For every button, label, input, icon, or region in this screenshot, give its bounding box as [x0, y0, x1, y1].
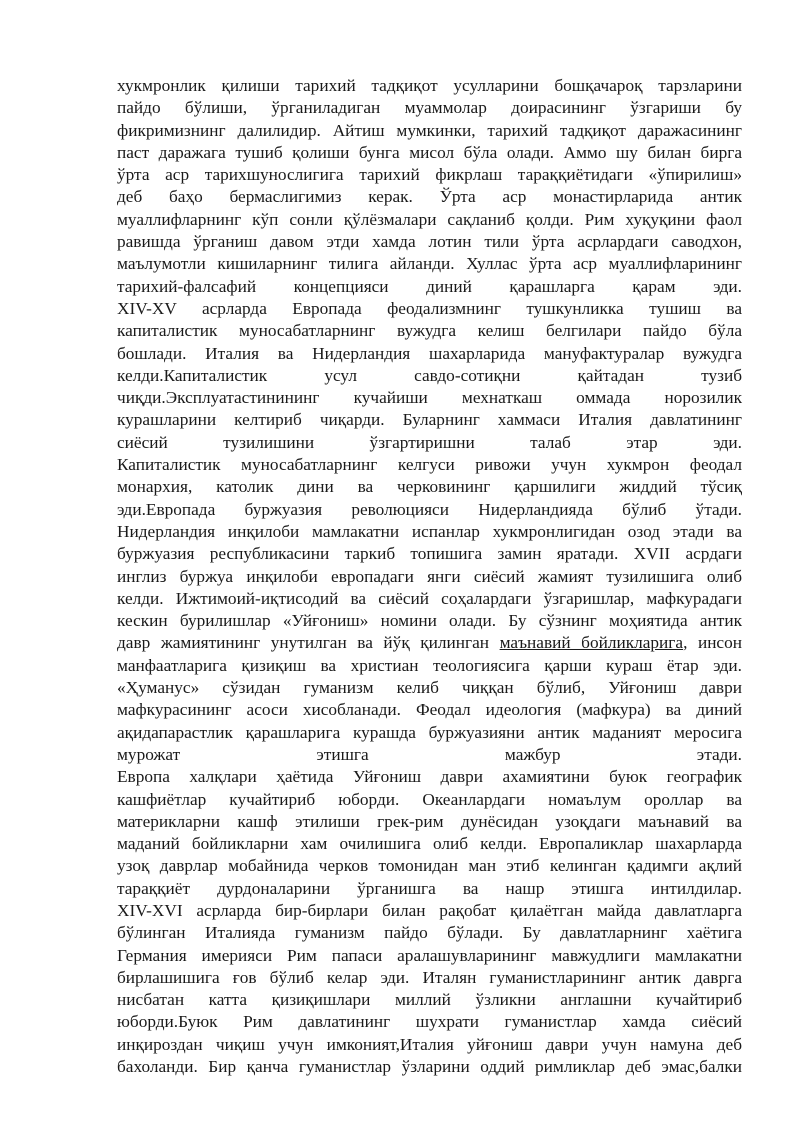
text-line: Европа халқлари ҳаётида Уйғониш даври ахамиятини буюк географик [117, 767, 742, 787]
text-line [117, 1078, 742, 1100]
text-line: бахоланди. Бир қанча гуманистлар ўзларини оддий римликлар деб эмас,балки [117, 1057, 742, 1077]
text-line: ўрта аср тарихшунослигига тарихий фикрлаш тараққиётидаги «ўпирилиш» [117, 165, 742, 185]
text-line: кескин бурилишлар «Уйғониш» номини олади. Бу сўзнинг моҳиятида антик [117, 611, 742, 631]
text-line: равишда ўрганиш давом этди хамда лотин тили ўрта асрлардаги саводхон, [117, 232, 742, 252]
text-line: чиқди.Эксплуатастинининг кучайиши мехнаткаш оммада норозилик [117, 388, 742, 408]
text-line: муаллифларнинг кўп сонли қўлёзмалари сақланиб қолди. Рим хуқуқини фаол [117, 209, 742, 229]
text-line: бирлашишига ғов бўлиб келар эди. Италян гуманистларининг антик даврга [117, 967, 742, 987]
text-segment: , инсон [683, 633, 742, 653]
text-line: эди.Европада буржуазия революцияси Нидерландияда бўлиб ўтади. [117, 499, 742, 519]
text-line: инглиз буржуа инқилоби европадаги янги сиёсий жамият тузилишига олиб [117, 566, 742, 586]
text-line-with-link [117, 632, 742, 654]
text-line: келди.Капиталистик усул савдо-сотиқни қайтадан тузиб [117, 365, 742, 385]
document-body [117, 75, 742, 1101]
text-line: фикримизнинг далилидир. Айтиш мумкинки, тарихий тадқиқот даражасининг [117, 120, 742, 140]
text-line: мурожат этишга мажбур этади. [117, 744, 742, 764]
text-line: тараққиёт дурдоналарини ўрганишга ва нашр этишга интилдилар. [117, 878, 742, 898]
text-line: «Ҳуманус» сўзидан гуманизм келиб чиққан бўлиб, Уйғониш даври [117, 678, 742, 698]
text-line: маълумотли кишиларнинг тилига айланди. Хуллас ўрта аср муаллифларининг [117, 254, 742, 274]
text-line: маданий бойликларни хам очилишига олиб келди. Европаликлар шахарларда [117, 834, 742, 854]
text-line: Германия имерияси Рим папаси аралашувларининг мавжудлиги мамлакатни [117, 945, 742, 965]
text-line: курашларини келтириб чиқарди. Буларнинг хаммаси Италия давлатининг [117, 410, 742, 430]
text-line: Нидерландия инқилоби мамлакатни испанлар хукмронлигидан озод этади ва [117, 521, 742, 541]
text-line: материкларни кашф этилиши грек-рим дунёсидан узоқдаги маънавий ва [117, 811, 742, 831]
text-line: Капиталистик муносабатларнинг келгуси ривожи учун хукмрон феодал [117, 455, 742, 475]
text-line: капиталистик муносабатларнинг вужудга келиш белгилари пайдо бўла [117, 321, 742, 341]
text-line: юборди.Буюк Рим давлатининг шухрати гуманистлар хамда сиёсий [117, 1012, 742, 1032]
text-line: узоқ даврлар мобайнида черков томонидан ман этиб келинган қадимги ақлий [117, 856, 742, 876]
text-segment: давр жамиятининг унутилган ва йўқ қилинган [117, 633, 500, 653]
text-line: манфаатларига қизиқиш ва христиан теологиясига қарши кураш ётар эди. [117, 655, 742, 675]
text-line: инқироздан чиқиш учун имконият,Италия уйғониш даври учун намуна деб [117, 1034, 742, 1054]
underlined-link[interactable]: маънавий бойликларига [499, 633, 684, 653]
text-line: деб баҳо бермаслигимиз керак. Ўрта аср монастирларида антик [117, 187, 742, 207]
text-line: пайдо бўлиши, ўрганиладиган муаммолар доирасининг ўзгариши бу [117, 98, 742, 118]
text-line: хукмронлик қилиши тарихий тадқиқот усулларини бошқачароқ тарзларини [117, 76, 742, 95]
text-line: кашфиётлар кучайтириб юборди. Океанлардаги номаълум ороллар ва [117, 789, 742, 809]
text-line: XIV-XV асрларда Европада феодализмнинг тушкунликка тушиш ва [117, 298, 742, 318]
text-line: буржуазия республикасини таркиб топишига замин яратади. XVII асрдаги [117, 544, 742, 564]
text-line: монархия, католик дини ва черковининг қаршилиги жиддий тўсиқ [117, 477, 742, 497]
text-line: сиёсий тузилишини ўзгартиришни талаб этар эди. [117, 432, 742, 452]
text-line: тарихий-фалсафий концепцияси диний қарашларга қарам эди. [117, 276, 742, 296]
text-line: ақидапарастлик қарашларига курашда буржуазияни антик маданият меросига [117, 722, 742, 742]
text-line: бўлинган Италияда гуманизм пайдо бўлади. Бу давлатларнинг хаётига [117, 923, 742, 943]
text-line: келди. Ижтимоий-иқтисодий ва сиёсий соҳалардаги ўзгаришлар, мафкурадаги [117, 588, 742, 608]
text-line: XIV-XVI асрларда бир-бирлари билан рақобат қилаётган майда давлатларга [117, 900, 742, 920]
text-line: бошлади. Италия ва Нидерландия шахарларида мануфактуралар вужудга [117, 343, 742, 363]
text-line: паст даражага тушиб қолиши бунга мисол бўла олади. Аммо шу билан бирга [117, 142, 742, 162]
text-line: мафкурасининг асоси хисобланади. Феодал идеология (мафкура) ва диний [117, 700, 742, 720]
text-line: нисбатан катта қизиқишлари миллий ўзликни англашни кучайтириб [117, 990, 742, 1010]
